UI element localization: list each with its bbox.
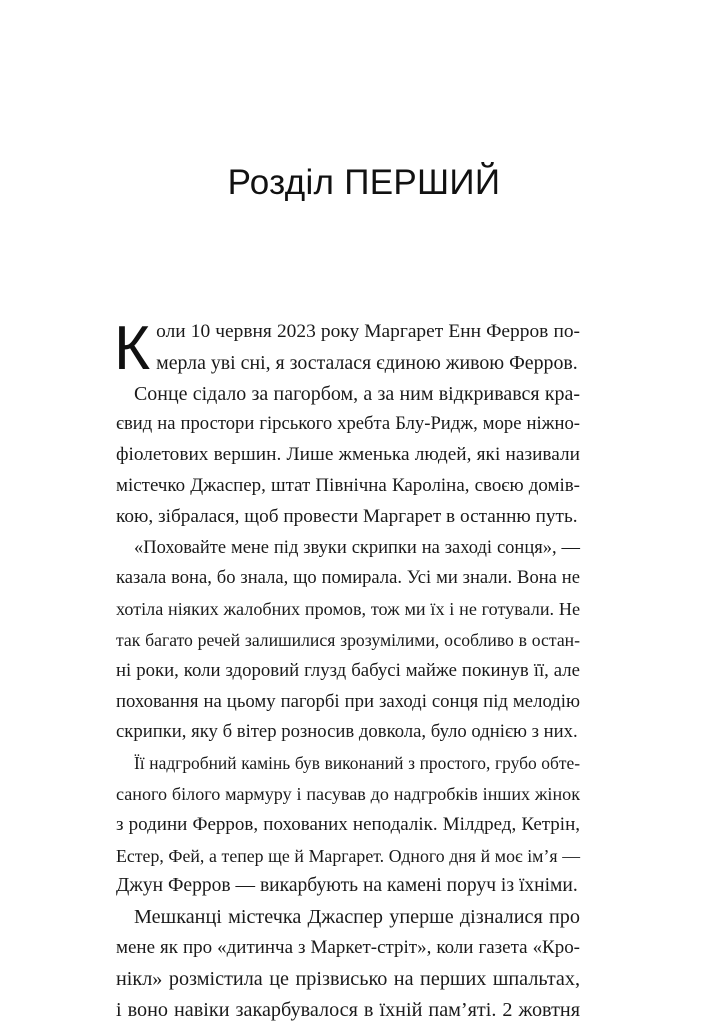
text-lines bbox=[114, 314, 580, 1025]
text-line: нікл» розмістила це прізвисько на перших шпальтах, bbox=[116, 967, 580, 990]
text-line: хотіла ніяких жалобних промов, тож ми їх і не готували. Не bbox=[116, 599, 580, 620]
text-line: і воно навіки закарбувалося в їхній пам’яті. 2 жовтня bbox=[116, 998, 580, 1021]
text-line: Її надгробний камінь був виконаний з простого, грубо обте- bbox=[134, 753, 580, 774]
text-line: з родини Ферров, похованих неподалік. Мілдред, Кетрін, bbox=[116, 813, 580, 835]
text-line: Мешканці містечка Джаспер уперше дізналися про bbox=[134, 906, 580, 929]
text-line: оли 10 червня 2023 року Маргарет Енн Ферров по- bbox=[156, 321, 580, 342]
chapter-title: Розділ ПЕРШИЙ bbox=[227, 163, 501, 202]
text-line: євид на простори гірського хребта Блу-Ридж, море ніжно- bbox=[116, 413, 580, 435]
text-line: мерла уві сні, я зосталася єдиною живою Ферров. bbox=[156, 351, 578, 374]
text-line: «Поховайте мене під звуки скрипки на заході сонця», — bbox=[134, 537, 580, 558]
text-line: Естер, Фей, а тепер ще й Маргарет. Одного дня й моє ім’я — bbox=[116, 845, 580, 866]
text-line: казала вона, бо знала, що помирала. Усі ми знали. Вона не bbox=[116, 567, 580, 589]
text-line: саного білого мармуру і пасував до надгробків інших жінок bbox=[116, 783, 580, 804]
drop-cap: К bbox=[114, 314, 151, 383]
text-line: кою, зібралася, щоб провести Маргарет в останню путь. bbox=[116, 505, 578, 527]
text-line: Сонце сідало за пагорбом, а за ним відкривався кра- bbox=[134, 382, 580, 405]
text-line: фіолетових вершин. Лише жменька людей, які називали bbox=[116, 444, 580, 466]
text-line: містечко Джаспер, штат Північна Кароліна, своєю домів- bbox=[116, 474, 580, 496]
text-line: скрипки, яку б вітер розносив довкола, було однією з них. bbox=[116, 721, 578, 743]
text-line: мене як про «дитинча з Маркет-стріт», коли газета «Кро- bbox=[116, 936, 580, 958]
text-line: ні роки, коли здоровий глузд бабусі майже покинув її, але bbox=[116, 659, 580, 681]
body-text bbox=[114, 314, 580, 1025]
text-line: поховання на цьому пагорбі при заході сонця під мелодію bbox=[116, 690, 580, 712]
text-line: Джун Ферров — викарбують на камені поруч із їхніми. bbox=[116, 875, 578, 897]
text-line: так багато речей залишилися зрозумілими, особливо в остан- bbox=[116, 629, 580, 650]
